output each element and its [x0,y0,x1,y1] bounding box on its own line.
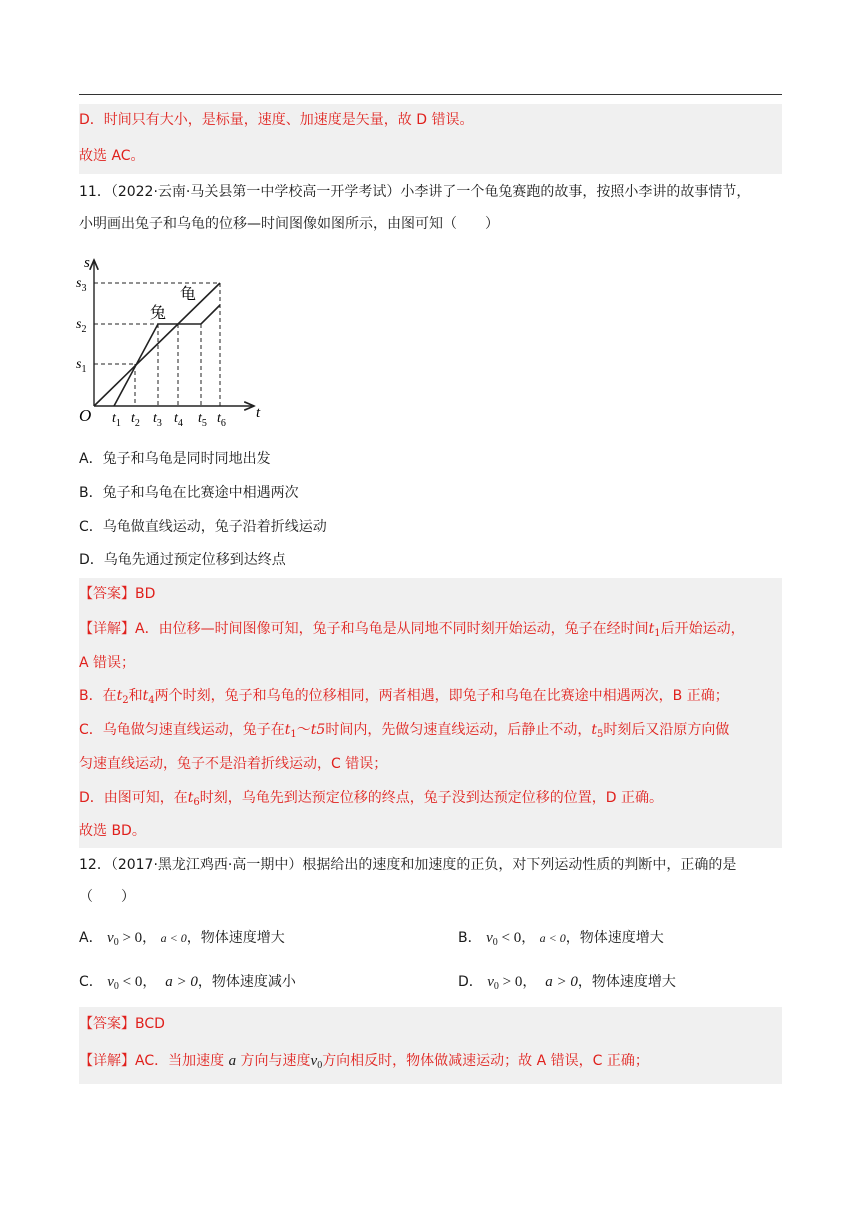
prev-conclusion: 故选 AC。 [79,148,145,164]
q12-stem-line1: 12．（2017·黑龙江鸡西·高一期中）根据给出的速度和加速度的正负，对下列运动性质的判断中，正确的是 [79,857,737,873]
q11-stem-line1: 11．（2022·云南·马关县第一中学校高一开学考试）小李讲了一个龟兔赛跑的故事，按照小李讲的故事情节， [79,184,751,200]
x-tick-t1: $t_1$ [112,411,121,429]
y-axis-label: s [84,255,90,271]
q11-option-b: B．兔子和乌龟在比赛途中相遇两次 [79,485,299,501]
q11-stem-line2: 小明画出兔子和乌龟的位移—时间图像如图所示，由图可知（ ） [79,216,499,232]
q12-option-d: D． $v_0 > 0$， a > 0，物体速度增大 [458,974,676,992]
x-axis-label: t [256,405,261,421]
q11-answer: 【答案】BD [79,586,156,602]
q11-option-a: A．兔子和乌龟是同时同地出发 [79,451,271,467]
q12-options-row1 [79,928,782,953]
q11-detail-c-line1: C．乌龟做匀速直线运动，兔子在$t_1\sim t5$时间内，先做匀速直线运动，后静止不动，$t_5$时刻后又沿原方向做 [79,722,730,740]
x-tick-t2: $t_2$ [131,411,140,429]
q11-detail-a-line2: A 错误； [79,655,136,671]
q11-option-d: D．乌龟先通过预定位移到达终点 [79,552,286,568]
q12-answer: 【答案】BCD [79,1016,165,1032]
q11-detail-b: B．在$t_2$和$t_4$两个时刻，兔子和乌龟的位移相同，两者相遇，即兔子和乌龟在比赛途中相遇两次，B 正确； [79,688,729,706]
x-tick-t5: $t_5$ [198,411,207,429]
q11-detail-a-line1: 【详解】A．由位移—时间图像可知，兔子和乌龟是从同地不同时刻开始运动，兔子在经时间$t_1$后开始运动， [79,621,745,639]
rabbit-label: 兔 [150,305,167,322]
y-tick-s2: $s_2$ [76,317,87,335]
rabbit-line [114,305,220,406]
q12-option-b: B． $v_0 < 0$， a < 0，物体速度增大 [458,930,664,948]
q11-conclusion: 故选 BD。 [79,823,146,839]
q12-option-a: A． $v_0 > 0$， a < 0，物体速度增大 [79,930,285,948]
q11-detail-d: D．由图可知，在$t_6$时刻，乌龟先到达预定位移的终点，兔子没到达预定位移的位置，D 正确。 [79,790,664,808]
q11-detail-c-line2: 匀速直线运动，兔子不是沿着折线运动，C 错误； [79,756,388,772]
x-tick-t3: $t_3$ [153,411,162,429]
q11-option-c: C．乌龟做直线运动，兔子沿着折线运动 [79,519,327,535]
y-tick-s3: $s_3$ [76,276,87,294]
x-tick-t6: $t_6$ [217,411,226,429]
prev-option-d-explanation: D．时间只有大小，是标量，速度、加速度是矢量，故 D 错误。 [79,112,474,128]
q11-displacement-time-graph [74,250,274,435]
turtle-label: 龟 [180,286,197,303]
origin-label: O [79,406,92,425]
y-tick-s1: $s_1$ [76,357,87,375]
q12-detail-ac: 【详解】AC．当加速度 a 方向与速度$v_0$方向相反时，物体做减速运动；故 A 错误，C 正确； [79,1053,649,1071]
header-rule [79,94,782,95]
q12-option-c: C． $v_0 < 0$， a > 0，物体速度减小 [79,974,296,992]
q12-options-row2 [79,972,782,997]
x-tick-t4: $t_4$ [174,411,183,429]
q12-stem-line2: （ ） [79,889,135,905]
